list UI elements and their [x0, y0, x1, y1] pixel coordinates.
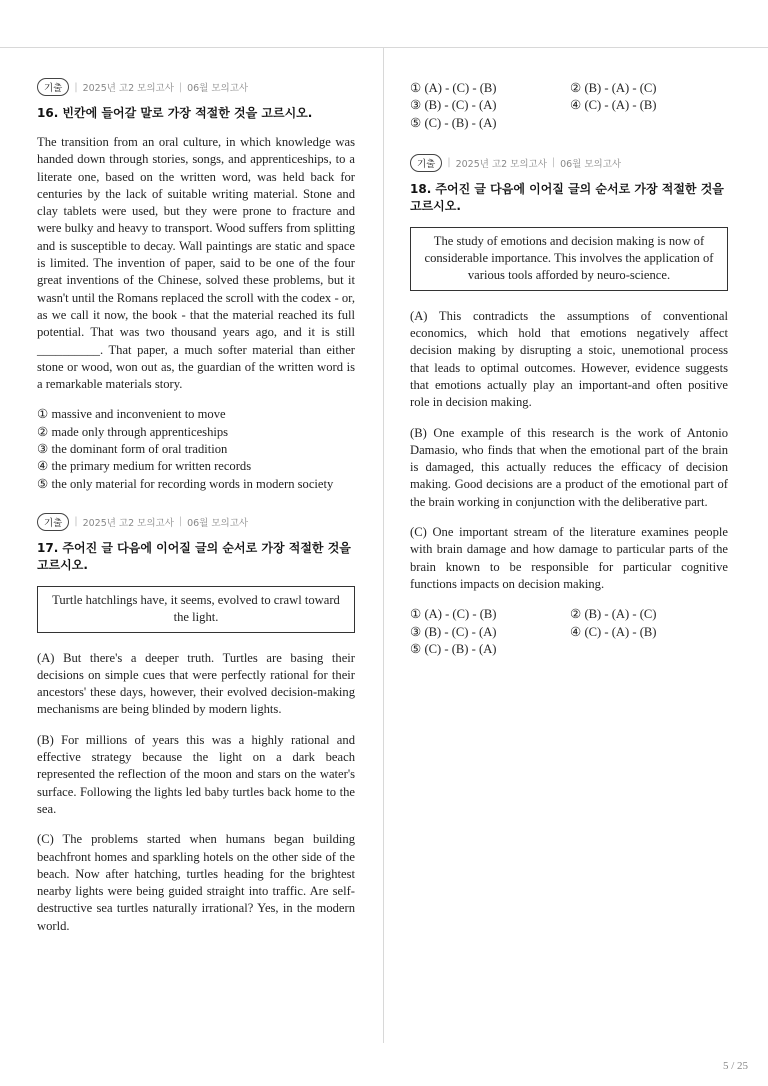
option-1[interactable]: ① (A) - (C) - (B)	[410, 607, 497, 622]
question-tag: 기출 | 2025년 고2 모의고사 | 06월 모의고사	[37, 78, 355, 96]
question-tag: 기출 | 2025년 고2 모의고사 | 06월 모의고사	[410, 154, 728, 172]
option-3[interactable]: ③ (B) - (C) - (A)	[410, 98, 497, 113]
question-title: 17. 주어진 글 다음에 이어질 글의 순서로 가장 적절한 것을 고르시오.	[37, 540, 351, 572]
paragraph-b: (B) One example of this research is the work of Antonio Damasio, who finds that when the emotional part of the brain is damaged, this actually reduces the efficacy of decision making. Good decisions are a product of the emotional part of the brain working in conjunction with the deliberative part.	[410, 425, 728, 509]
option-list	[37, 406, 355, 492]
option-3[interactable]: ③ the dominant form of oral tradition	[37, 442, 228, 457]
exam-year: 2025년 고2 모의고사	[82, 83, 174, 94]
q18-option-grid	[410, 606, 728, 658]
paragraph-c: (C) One important stream of the literature examines people with brain damage and how damage to particular parts of the brain known to be responsible for particular cognitive functions impacts on decision making.	[410, 525, 728, 591]
question-title: 16. 빈칸에 들어갈 말로 가장 적절한 것을 고르시오.	[37, 106, 313, 120]
exam-month: 06월 모의고사	[560, 158, 622, 170]
source-badge: 기출	[37, 78, 69, 96]
exam-month: 06월 모의고사	[187, 517, 249, 529]
paragraph-a: (A) This contradicts the assumptions of conventional economics, which hold that emotions negatively affect decision making by disrupting a stoic, unemotional process that leads to optimal outcomes. However, evidence suggests that emotions actually play an important-and often positive role in decision making.	[410, 308, 728, 410]
option-2[interactable]: ② (B) - (A) - (C)	[570, 607, 657, 622]
option-1[interactable]: ① massive and inconvenient to move	[37, 407, 226, 422]
option-2[interactable]: ② (B) - (A) - (C)	[570, 81, 657, 95]
q17-option-grid	[410, 80, 728, 132]
passage: The transition from an oral culture, in which knowledge was handed down through stories, songs, and apprenticeships, to a literate one, based on the written word, was held back for centuries by the lack of suitable writing material. Stone and clay tablets were used, but they were prone to fracture and were bulky and heavy to transport. Wood suffers from splitting and is susceptible to decay. Wall paintings are static and space is limited. The invention of paper, said to be one of the four great inventions of the Chinese, solved these problems, but it wasn't until the Romans replaced the scroll with the codex - or, as we call it now, the book - that the material reached its full potential. That was two thousand years ago, and it is still __________. That paper, a much softer material than either stone or wood, won out as, the guardian of the written word is a remarkable materials story.	[37, 135, 355, 392]
exam-month: 06월 모의고사	[187, 83, 249, 94]
option-1[interactable]: ① (A) - (C) - (B)	[410, 81, 497, 95]
option-4[interactable]: ④ the primary medium for written records	[37, 459, 252, 474]
paragraph-c: (C) The problems started when humans began building beachfront homes and sparkling hotels on the other side of the beach. Now after hatching, turtles heading for the brightest nearby lights were being guided straight into traffic. Are self-destructive sea turtles naturally irrational? Yes, in the modern world.	[37, 832, 355, 933]
question-title: 18. 주어진 글 다음에 이어질 글의 순서로 가장 적절한 것을 고르시오.	[410, 181, 724, 213]
question-18	[410, 154, 728, 658]
paragraph-b: (B) For millions of years this was a highly rational and effective strategy because the light on a dark beach represented the reflection of the moon and stars on the water's surface. Following the lights led baby turtles back home to the sea.	[37, 732, 355, 816]
option-3[interactable]: ③ (B) - (C) - (A)	[410, 624, 497, 639]
page-number: 5 / 25	[722, 1060, 748, 1072]
option-5[interactable]: ⑤ the only material for recording words in modern society	[37, 476, 334, 491]
right-column	[410, 80, 728, 680]
option-5[interactable]: ⑤ (C) - (B) - (A)	[410, 115, 497, 130]
column-divider	[383, 48, 384, 1043]
source-badge: 기출	[410, 154, 442, 172]
source-badge: 기출	[37, 513, 69, 531]
question-tag: 기출 | 2025년 고2 모의고사 | 06월 모의고사	[37, 513, 355, 531]
given-sentence-box: The study of emotions and decision making is now of considerable importance. This involves the application of various tools afforded by neuro-science.	[410, 227, 728, 291]
option-2[interactable]: ② made only through apprenticeships	[37, 424, 229, 439]
header-rule	[0, 47, 768, 48]
question-16	[37, 78, 355, 493]
given-sentence-box: Turtle hatchlings have, it seems, evolved to crawl toward the light.	[37, 586, 355, 633]
option-4[interactable]: ④ (C) - (A) - (B)	[570, 98, 657, 113]
option-5[interactable]: ⑤ (C) - (B) - (A)	[410, 641, 497, 656]
paragraph-a: (A) But there's a deeper truth. Turtles are basing their decisions on simple cues that were perfectly rational for their ancestors' these days, however, their evolved decision-making mechanisms are being blinded by modern lights.	[37, 650, 355, 717]
exam-year: 2025년 고2 모의고사	[82, 517, 174, 529]
option-4[interactable]: ④ (C) - (A) - (B)	[570, 624, 657, 639]
exam-year: 2025년 고2 모의고사	[455, 158, 547, 170]
left-column	[37, 78, 355, 948]
question-17	[37, 513, 355, 935]
